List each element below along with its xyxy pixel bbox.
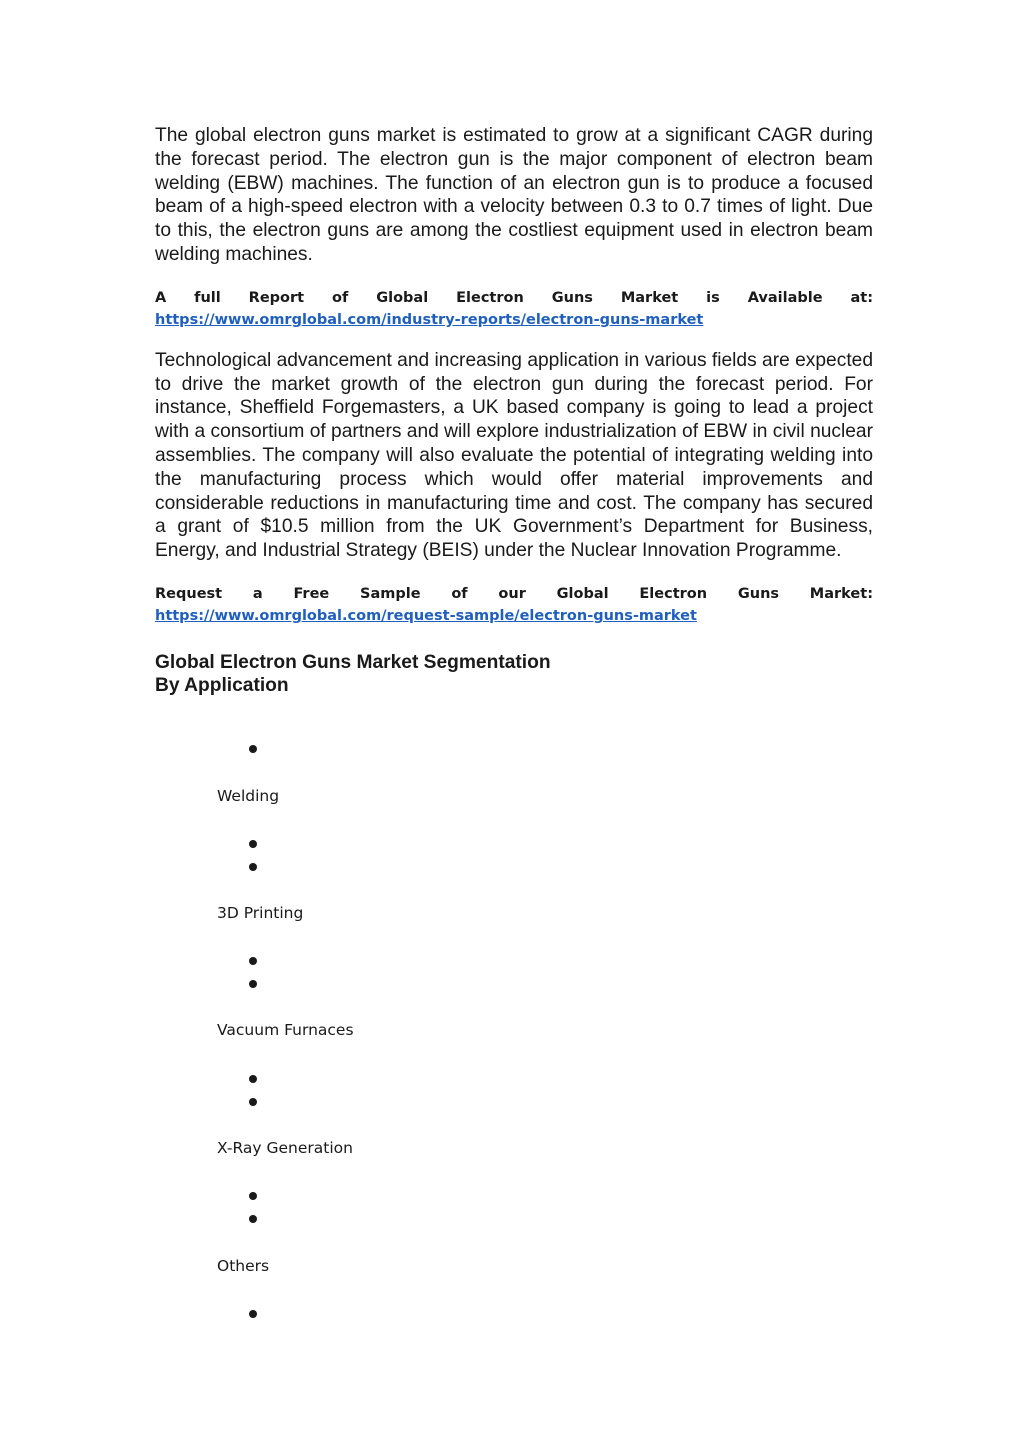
list-bullet — [249, 1098, 257, 1106]
list-item-vacuum-furnaces: Vacuum Furnaces — [217, 1021, 354, 1039]
list-item-others: Others — [217, 1257, 270, 1275]
sample-request-label: Request a Free Sample of our Global Electron Guns Market: — [155, 585, 873, 602]
list-bullet — [249, 1215, 257, 1223]
list-item-welding: Welding — [217, 787, 280, 805]
list-bullet — [249, 863, 257, 871]
intro-paragraph: The global electron guns market is estimated to grow at a significant CAGR during the forecast period. The electron gun is the major component of electron beam welding (EBW) machines. The function of an electron gun is to produce a focused beam of a high-speed electron with a velocity between 0.3 to 0.7 times of light. Due to this, the electron guns are among the costliest equipment used in electron beam welding machines. — [155, 125, 873, 265]
list-bullet — [249, 1310, 257, 1318]
list-item-x-ray-generation: X-Ray Generation — [217, 1139, 353, 1157]
list-bullet — [249, 1192, 257, 1200]
list-bullet — [249, 957, 257, 965]
segmentation-subtitle: By Application — [155, 675, 289, 697]
list-bullet — [249, 980, 257, 988]
list-bullet — [249, 1075, 257, 1083]
full-report-link[interactable]: https://www.omrglobal.com/industry-reports/electron-guns-market — [155, 311, 704, 328]
technology-paragraph: Technological advancement and increasing application in various fields are expected to drive the market growth of the electron gun during the forecast period. For instance, Sheffield Forgemasters, a UK based company is going to lead a project with a consortium of partners and will explore industrialization of EBW in civil nuclear assemblies. The company will also evaluate the potential of integrating welding into the manufacturing process which would offer material improvements and considerable reductions in manufacturing time and cost. The company has secured a grant of $10.5 million from the UK Government’s Department for Business, Energy, and Industrial Strategy (BEIS) under the Nuclear Innovation Programme. — [155, 349, 873, 562]
list-item-3d-printing: 3D Printing — [217, 904, 304, 922]
full-report-label: A full Report of Global Electron Guns Market is Available at: — [155, 289, 873, 306]
list-bullet — [249, 745, 257, 753]
segmentation-title: Global Electron Guns Market Segmentation — [155, 651, 551, 673]
list-bullet — [249, 840, 257, 848]
sample-request-link[interactable]: https://www.omrglobal.com/request-sample/electron-guns-market — [155, 607, 697, 624]
